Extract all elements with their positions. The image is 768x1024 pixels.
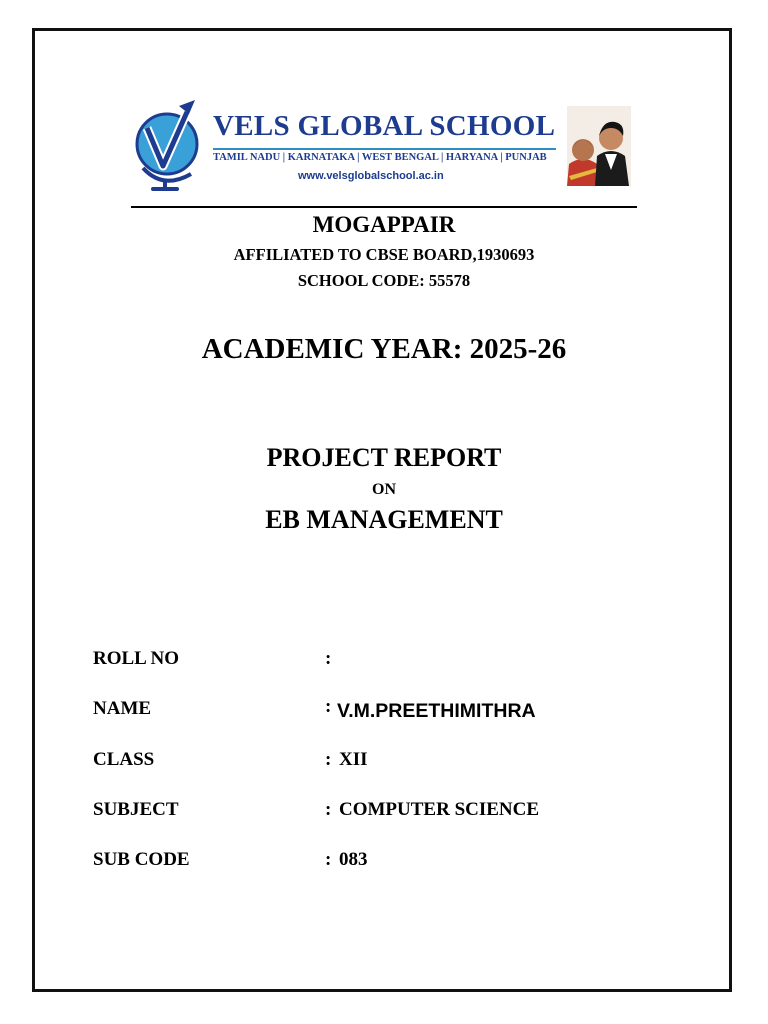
detail-value: XII bbox=[339, 749, 368, 770]
detail-colon: : bbox=[325, 648, 332, 669]
detail-label: ROLL NO bbox=[93, 648, 180, 669]
detail-colon: : bbox=[325, 749, 332, 770]
academic-year: ACADEMIC YEAR: 2025-26 bbox=[201, 333, 567, 365]
affiliation-line: AFFILIATED TO CBSE BOARD,1930693 bbox=[233, 245, 535, 264]
report-topic: EB MANAGEMENT bbox=[265, 505, 503, 534]
header-divider bbox=[131, 206, 637, 208]
detail-colon: : bbox=[325, 799, 332, 820]
school-name-underline bbox=[213, 148, 556, 150]
detail-label: CLASS bbox=[93, 749, 155, 770]
detail-value: 083 bbox=[339, 849, 368, 870]
school-states: TAMIL NADU | KARNATAKA | WEST BENGAL | HARYANA | PUNJAB bbox=[213, 152, 547, 163]
detail-value: COMPUTER SCIENCE bbox=[339, 799, 540, 820]
detail-label: SUB CODE bbox=[93, 849, 190, 870]
school-code: SCHOOL CODE: 55578 bbox=[297, 271, 471, 290]
detail-colon: : bbox=[325, 696, 332, 717]
vels-globe-check-logo bbox=[133, 98, 211, 194]
detail-value: V.M.PREETHIMITHRA bbox=[337, 700, 536, 722]
founders-photo bbox=[567, 106, 631, 186]
report-on: ON bbox=[372, 481, 396, 498]
detail-colon: : bbox=[325, 849, 332, 870]
school-banner bbox=[133, 98, 633, 194]
detail-label: NAME bbox=[93, 698, 152, 719]
school-branch: MOGAPPAIR bbox=[312, 212, 456, 237]
report-title: PROJECT REPORT bbox=[266, 443, 502, 472]
school-name: VELS GLOBAL SCHOOL bbox=[213, 110, 556, 142]
detail-label: SUBJECT bbox=[93, 799, 179, 820]
school-website: www.velsglobalschool.ac.in bbox=[298, 170, 444, 182]
